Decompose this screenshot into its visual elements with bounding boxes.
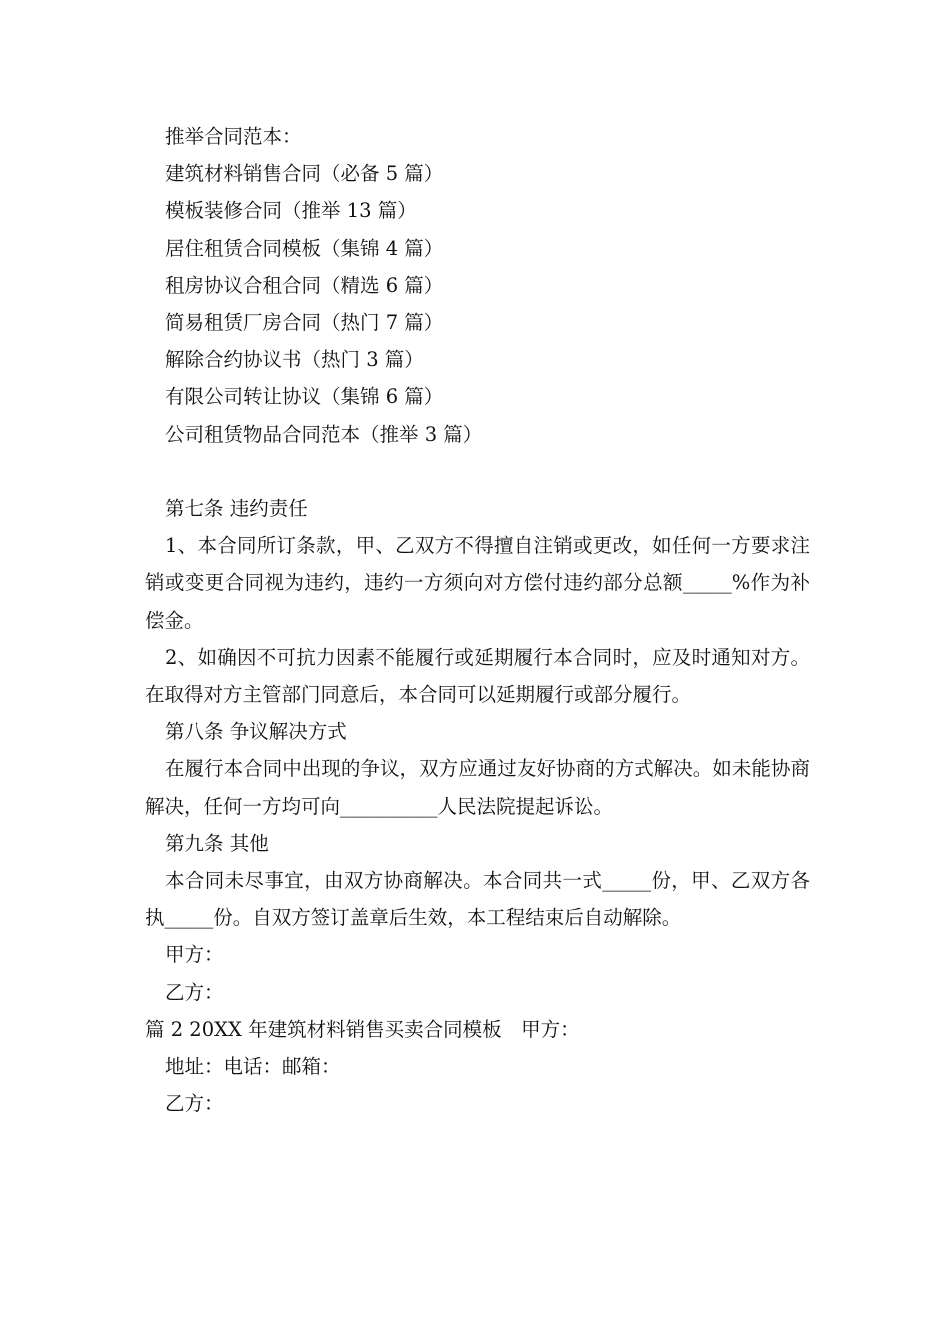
article-9-paragraph-1: 本合同未尽事宜，由双方协商解决。本合同共一式_____份，甲、乙双方各执_____份。自双方签订盖章后生效，本工程结束后自动解除。 <box>145 869 810 930</box>
article-8-title: 第八条 争议解决方式 <box>165 720 347 744</box>
recommend-link-6[interactable]: 解除合约协议书（热门 3 篇） <box>165 348 424 372</box>
party-b-signature: 乙方： <box>165 980 224 1004</box>
recommend-link-7[interactable]: 有限公司转让协议（集锦 6 篇） <box>165 385 444 409</box>
article-7-paragraph-2: 2、如确因不可抗力因素不能履行或延期履行本合同时，应及时通知对方。在取得对方主管部门同意后，本合同可以延期履行或部分履行。 <box>145 645 810 707</box>
article-7-title: 第七条 违约责任 <box>165 497 308 521</box>
article-7-paragraph-1: 1、本合同所订条款，甲、乙双方不得擅自注销或更改，如任何一方要求注销或变更合同视为违约，违约一方须向对方偿付违约部分总额_____%作为补偿金。 <box>145 534 810 632</box>
recommend-link-5[interactable]: 简易租赁厂房合同（热门 7 篇） <box>165 311 444 335</box>
recommend-heading: 推举合同范本： <box>165 125 302 148</box>
article-9-title: 第九条 其他 <box>165 831 269 855</box>
recommend-link-2[interactable]: 模板装修合同（推举 13 篇） <box>165 199 417 223</box>
recommend-link-8[interactable]: 公司租赁物品合同范本（推举 3 篇） <box>165 422 483 446</box>
article-8-paragraph-1: 在履行本合同中出现的争议，双方应通过友好协商的方式解决。如未能协商解决，任何一方均可向__________人民法院提起诉讼。 <box>145 757 810 818</box>
recommend-link-3[interactable]: 居住租赁合同模板（集锦 4 篇） <box>165 236 444 260</box>
document-page <box>145 118 810 1122</box>
party-a-signature: 甲方： <box>165 943 224 967</box>
next-document-party-b: 乙方： <box>165 1092 224 1116</box>
next-document-address: 地址：电话：邮箱： <box>165 1055 341 1079</box>
next-document-title: 篇 2 20XX 年建筑材料销售买卖合同模板 甲方： <box>145 1017 580 1041</box>
recommend-link-1[interactable]: 建筑材料销售合同（必备 5 篇） <box>165 162 444 186</box>
recommend-link-4[interactable]: 租房协议合租合同（精选 6 篇） <box>165 273 444 297</box>
blank-line <box>145 453 810 490</box>
